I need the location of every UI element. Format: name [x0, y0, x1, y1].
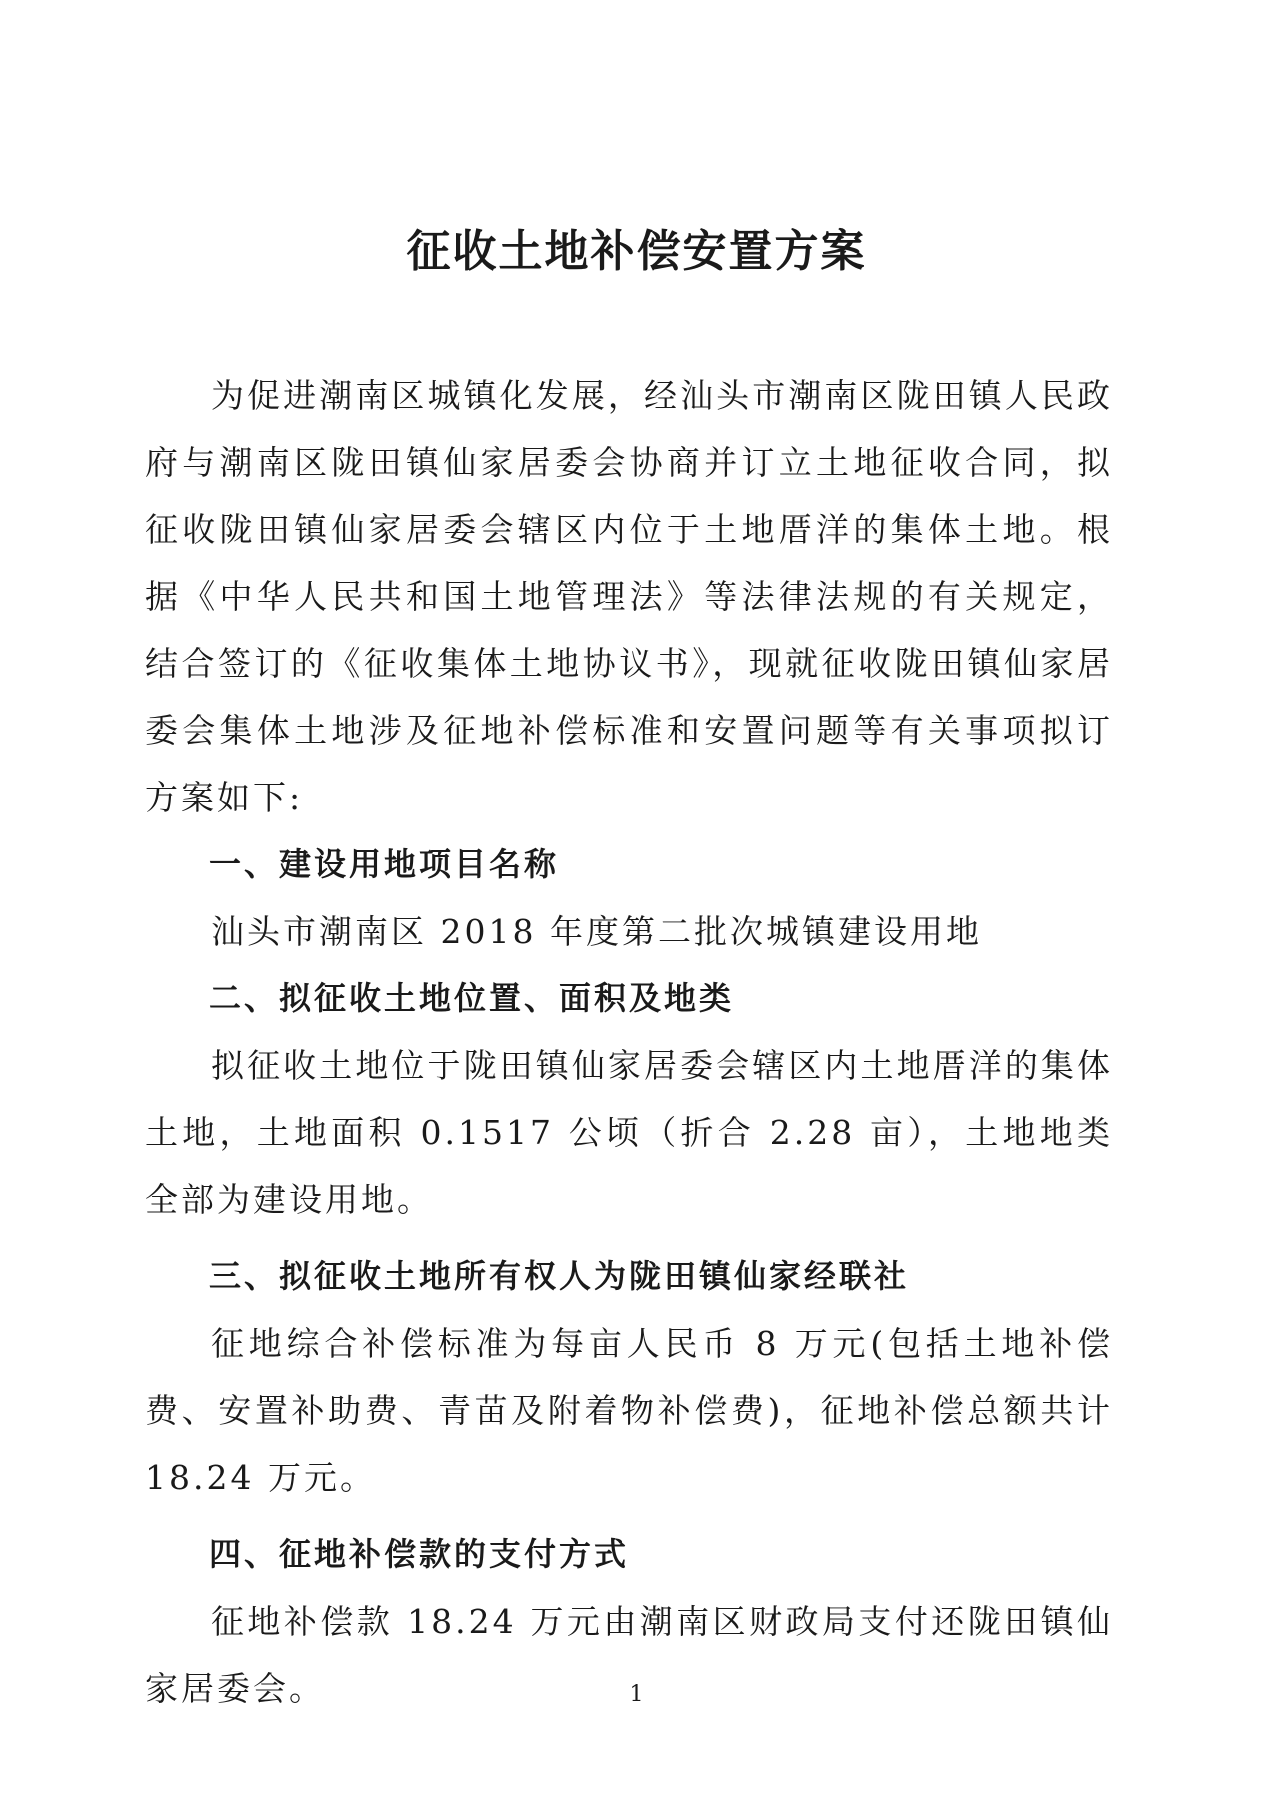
section-2-text: 拟征收土地位于陇田镇仙家居委会辖区内土地厝洋的集体土地，土地面积 0.1517 公顷（折合 2.28 亩），土地地类全部为建设用地。: [145, 1046, 1113, 1219]
section-2-heading: 二、拟征收土地位置、面积及地类: [209, 979, 735, 1017]
section-1-heading: 一、建设用地项目名称: [209, 845, 560, 883]
section-4-text: 征地补偿款 18.24 万元由潮南区财政局支付还陇田镇仙家居委会。: [145, 1602, 1113, 1708]
document-title: 征收土地补偿安置方案: [406, 226, 867, 277]
section-1-text: 汕头市潮南区 2018 年度第二批次城镇建设用地: [211, 912, 982, 951]
document-body: [145, 362, 1113, 1722]
intro-paragraph: 为促进潮南区城镇化发展，经汕头市潮南区陇田镇人民政府与潮南区陇田镇仙家居委会协商并订立土地征收合同，拟征收陇田镇仙家居委会辖区内位于土地厝洋的集体土地。根据《中华人民共和国土地管理法》等法律法规的有关规定，结合签订的《征收集体土地协议书》，现就征收陇田镇仙家居委会集体土地涉及征地补偿标准和安置问题等有关事项拟订方案如下:: [145, 376, 1113, 817]
section-4-heading: 四、征地补偿款的支付方式: [209, 1535, 630, 1573]
page-number: 1: [629, 1682, 644, 1707]
section-3-heading: 三、拟征收土地所有权人为陇田镇仙家经联社: [209, 1257, 910, 1295]
section-3-text: 征地综合补偿标准为每亩人民币 8 万元(包括土地补偿费、安置补助费、青苗及附着物补偿费)，征地补偿总额共计 18.24 万元。: [145, 1324, 1113, 1497]
